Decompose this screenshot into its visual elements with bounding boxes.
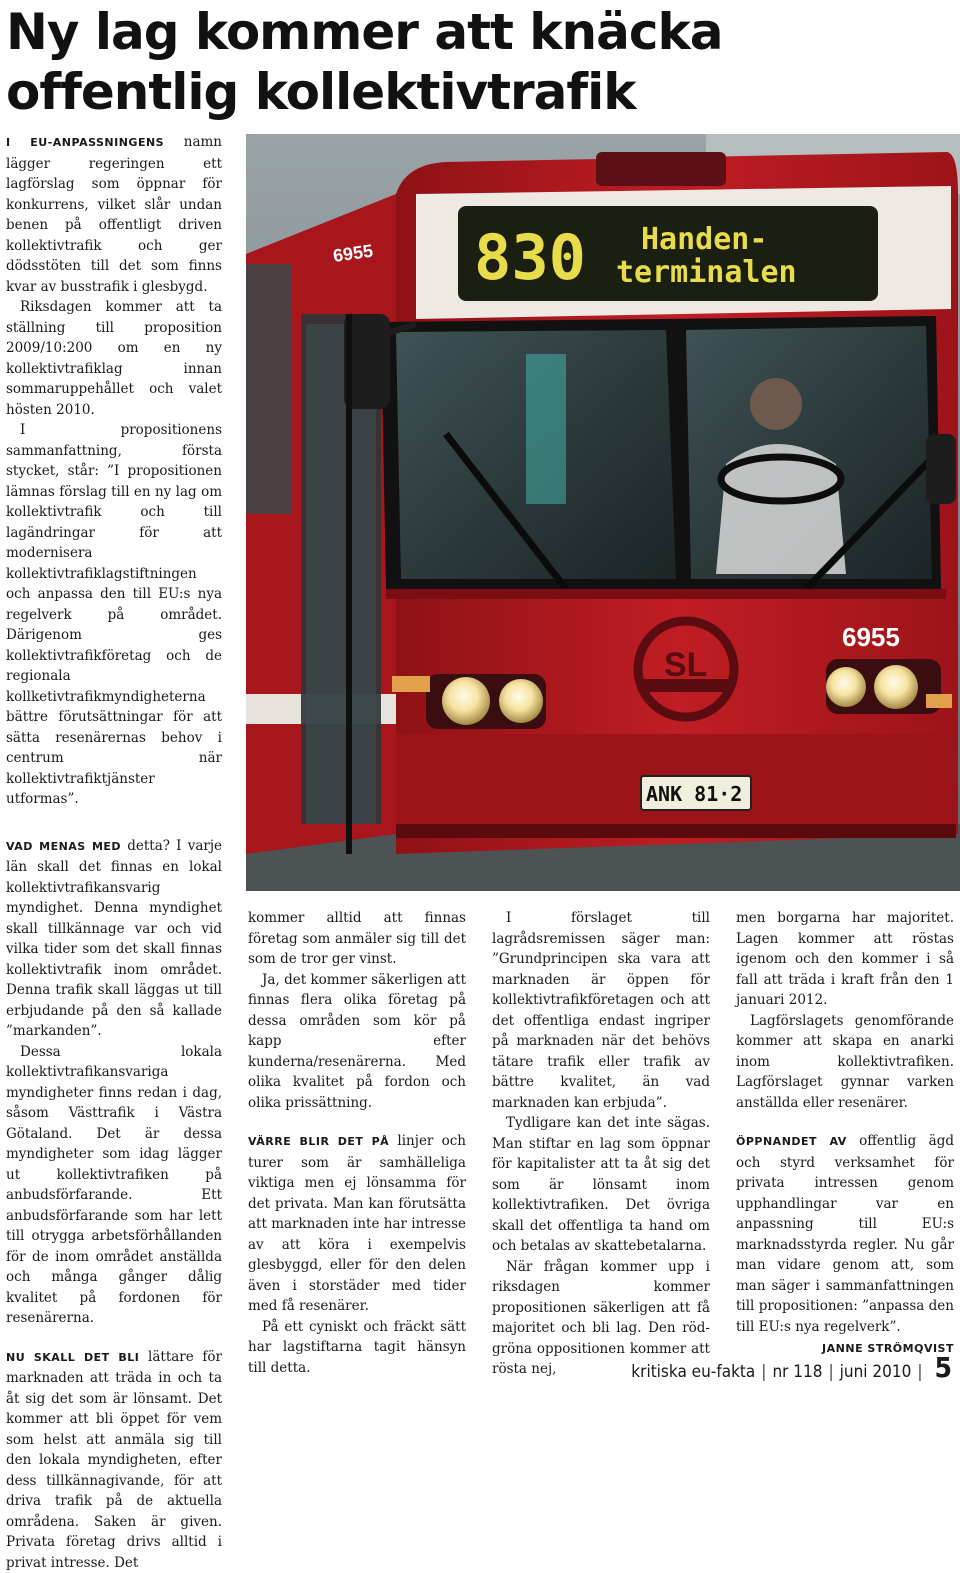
column-2 xyxy=(248,908,466,1378)
byline: JANNE STRÖMQVIST xyxy=(736,1339,954,1360)
kicker: I EU-ANPASSNINGENS xyxy=(6,136,164,149)
paragraph: Dessa lokala kollektivtrafikansvariga myndigheter finns redan i dag, såsom Västtrafik i Västra Götaland. Det är dessa myndigheter som idag lägger ut kollektivtrafiken på anbudsförfarande. Ett anbudsförfarande som har lett till otrygga arbetsförhållanden för de inom området anställda och många gånger dålig kvalitet på fordonen för resenärerna. xyxy=(6,1042,222,1329)
logo-text: SL xyxy=(664,646,707,684)
column-1 xyxy=(6,132,222,1573)
paragraph xyxy=(736,1131,954,1337)
issue-date: juni 2010 xyxy=(840,1362,912,1382)
paragraph xyxy=(6,1347,222,1573)
paragraph-text: detta? I varje län skall det finnas en lokal kollektivtrafikansvarig myndighet. Denna myndighet skall tillkännage var och vid vilka tider som det skall finnas kollektivtrafik inom området. Denna trafik skall läggas ut till erbjudande på den så kallade ”markanden”. xyxy=(6,838,222,1040)
paragraph xyxy=(6,132,222,297)
side-number: 6955 xyxy=(842,622,900,652)
paragraph-text: offentlig ägd och styrd verksamhet för privata intressen genom upphandlingar var en anpassning till EU:s marknadsstyrda regler. Nu går man vidare genom att, som man säger i sammanfattningen till propositionen: ”anpassa den till EU:s nya regelverk”. xyxy=(736,1133,954,1335)
roof-number: 6955 xyxy=(332,241,374,266)
route-number: 830 xyxy=(474,221,586,294)
bus-photo xyxy=(246,134,960,891)
destination-line2: terminalen xyxy=(616,255,797,290)
paragraph-text: namn lägger regeringen ett lagförslag som öppnar för konkurrens, vilket slår undan benen på offentligt driven kollektivtrafik och ger dödsstöten till det som finns kvar av busstrafik i glesbygd. xyxy=(6,134,222,295)
paragraph-text: lättare för marknaden att träda in och ta åt sig det som är lönsamt. Det kommer att bli öppet för vem som helst att anmäla sig till den lokala myndigheten, efter dess tillkännagivande, för att driva trafik på de aktuella områdena. Saken är given. Privata företag drivs alltid i privat intresse. Det xyxy=(6,1349,222,1571)
paragraph: I förslaget till lagrådsremissen säger man: ”Grundprincipen ska vara att marknaden är öppen för kollektivtrafikföretagen och att det offentliga endast ingriper på marknaden när det behövs tätare trafik eller trafik av bättre kvalitet, än vad marknaden kan erbjuda”. xyxy=(492,908,710,1113)
kicker: ÖPPNANDET AV xyxy=(736,1135,847,1148)
license-plate: ANK 81·2 xyxy=(646,782,742,806)
paragraph: men borgarna har majoritet. Lagen kommer att röstas igenom och den kommer i så fall att träda i kraft från den 1 januari 2012. xyxy=(736,908,954,1011)
destination-line1: Handen- xyxy=(641,222,767,257)
column-4 xyxy=(736,908,954,1360)
paragraph: Lagförslagets genomförande kommer att skapa en anarki inom kollektivtrafiken. Lagförslaget gynnar varken anställda eller resenärer. xyxy=(736,1011,954,1114)
paragraph xyxy=(6,836,222,1042)
separator: | xyxy=(828,1362,833,1382)
paragraph: I propositionens sammanfattning, första stycket, står: ”I propositionen lämnas förslag till en ny lag om kollektivtrafik och till lagändringar för att modernisera kollektivtrafiklagstiftningen och anpassa den till EU:s nya regelverk på området. Därigenom ges kollektivtrafikföretag och de regionala kollketivtrafikmyndigheterna bättre förutsättningar för att sätta resenärernas behov i centrum när kollektivtrafiktjänster utformas”. xyxy=(6,420,222,810)
paragraph: Riksdagen kommer att ta ställning till proposition 2009/10:200 om en ny kollektivtrafiklag innan sommaruppehållet och valet hösten 2010. xyxy=(6,297,222,420)
separator: | xyxy=(917,1362,922,1382)
publication-name: kritiska eu-fakta xyxy=(631,1362,755,1382)
kicker: VAD MENAS MED xyxy=(6,840,121,853)
headline: Ny lag kommer att knäcka offentlig kollektivtrafik xyxy=(6,2,956,122)
paragraph: Tydligare kan det inte sägas. Man stiftar en lag som öppnar för kapitalister att ta åt sig det som är lönsamt inom kollektivtrafiken. Det övriga skall det offentliga ta hand om och betalas av skattebetalarna. xyxy=(492,1113,710,1257)
issue-number: nr 118 xyxy=(772,1362,822,1382)
kicker: VÄRRE BLIR DET PÅ xyxy=(248,1135,389,1148)
paragraph: På ett cyniskt och fräckt sätt har lagstiftarna tagit hänsyn till detta. xyxy=(248,1317,466,1379)
paragraph xyxy=(248,1131,466,1317)
column-3 xyxy=(492,908,710,1380)
paragraph: Ja, det kommer säkerligen att finnas flera olika företag på dessa områden som kör på kapp efter kunderna/resenärerna. Med olika kvalitet på fordon och olika prissättning. xyxy=(248,970,466,1114)
kicker: NU SKALL DET BLI xyxy=(6,1351,139,1364)
paragraph-text: linjer och turer som är samhälleliga viktiga men ej lönsamma för det privata. Man kan förutsätta att marknaden inte har intresse av att köra i exempelvis glesbyggd, eller för den delen även i storstäder med tider med få resenärer. xyxy=(248,1133,466,1314)
separator: | xyxy=(761,1362,766,1382)
paragraph: När frågan kommer upp i riksdagen kommer propositionen säkerligen att få majoritet och bli lag. Den röd-gröna oppositionen kommer att rösta nej, xyxy=(492,1257,710,1380)
page-number: 5 xyxy=(934,1354,952,1382)
page-footer xyxy=(631,1354,952,1382)
paragraph: kommer alltid att finnas företag som anmäler sig till det som de tror ger vinst. xyxy=(248,908,466,970)
